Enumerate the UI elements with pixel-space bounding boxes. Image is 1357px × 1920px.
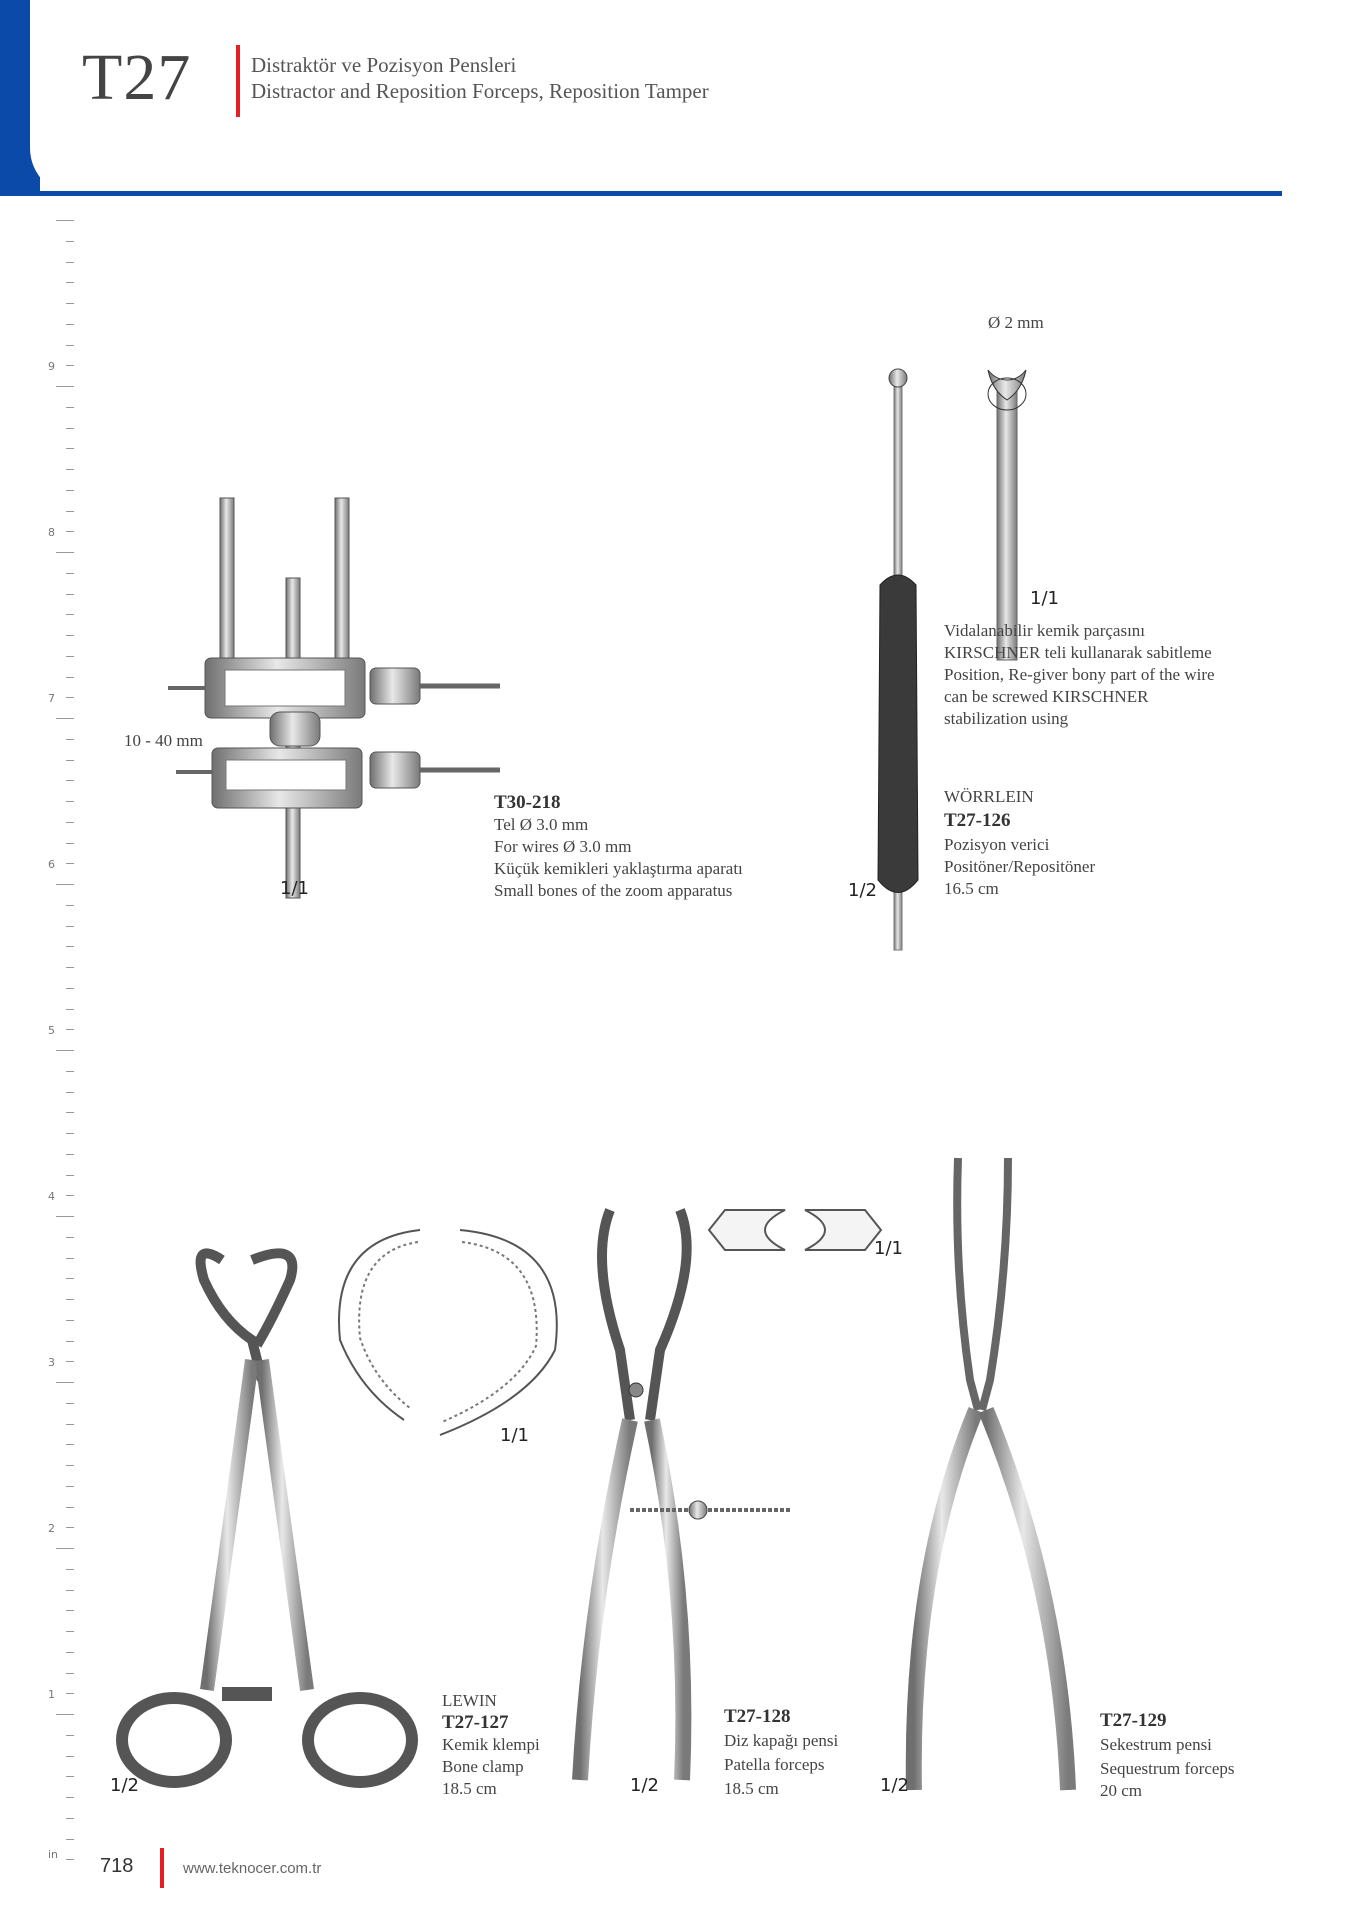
ruler-tick <box>66 1839 74 1840</box>
ruler-tick <box>66 1009 74 1010</box>
ruler-tick <box>66 988 74 989</box>
ruler-tick <box>66 282 74 283</box>
ruler-label: 9 <box>48 360 55 373</box>
ruler-tick <box>66 1693 74 1694</box>
product-line: Küçük kemikleri yaklaştırma aparatı <box>494 859 743 878</box>
product-line: 16.5 cm <box>944 879 999 898</box>
product-line: Small bones of the zoom apparatus <box>494 881 733 900</box>
ruler-tick <box>66 1237 74 1238</box>
ruler-tick <box>66 697 74 698</box>
ruler-label: 5 <box>48 1024 55 1037</box>
ruler-tick <box>66 573 74 574</box>
product-maker: WÖRRLEIN <box>944 787 1034 806</box>
patella-forceps-scale: 1/2 <box>630 1775 659 1796</box>
ruler-tick <box>66 1486 74 1487</box>
patella-forceps-jaw-detail <box>705 1200 885 1260</box>
ruler-tick <box>66 1175 74 1176</box>
ruler-tick <box>66 822 74 823</box>
product-line: For wires Ø 3.0 mm <box>494 837 632 856</box>
ruler-tick <box>66 1092 74 1093</box>
ruler-tick <box>56 1382 74 1383</box>
ruler-tick <box>66 926 74 927</box>
ruler-tick <box>66 448 74 449</box>
ruler-tick <box>66 1112 74 1113</box>
ruler-tick <box>66 1403 74 1404</box>
ruler-tick <box>66 677 74 678</box>
ruler-tick <box>66 1735 74 1736</box>
ruler-tick <box>66 1195 74 1196</box>
positioner-scale: 1/2 <box>848 880 877 901</box>
ruler-tick <box>66 262 74 263</box>
ruler-tick <box>66 967 74 968</box>
product-line: Kemik klempi <box>442 1735 540 1754</box>
ruler-tick <box>66 1444 74 1445</box>
ruler-tick <box>66 1673 74 1674</box>
header-red-divider <box>236 45 240 117</box>
ruler-tick <box>66 241 74 242</box>
ruler-label: 8 <box>48 526 55 539</box>
section-title-en: Distractor and Reposition Forceps, Reposition Tamper <box>251 79 709 103</box>
ruler-tick <box>66 635 74 636</box>
ruler-tick <box>66 1258 74 1259</box>
ruler-label: 4 <box>48 1190 55 1203</box>
ruler-tick <box>56 220 74 221</box>
product-description-line: KIRSCHNER teli kullanarak sabitleme <box>944 643 1212 662</box>
distractor-dimension: 10 - 40 mm <box>124 731 203 750</box>
sequestrum-forceps-illustration <box>890 1150 1090 1800</box>
ruler-tick <box>66 407 74 408</box>
ruler-tick <box>66 1507 74 1508</box>
product-line: 20 cm <box>1100 1781 1143 1800</box>
ruler-tick <box>56 1216 74 1217</box>
ruler-tick <box>56 386 74 387</box>
product-description-line: Vidalanabilir kemik parçasını <box>944 621 1146 640</box>
ruler-tick <box>66 1465 74 1466</box>
ruler-tick <box>66 1569 74 1570</box>
patella-forceps-detail-scale: 1/1 <box>874 1238 903 1259</box>
ruler-tick <box>66 1590 74 1591</box>
ruler-tick <box>66 614 74 615</box>
product-line: Sequestrum forceps <box>1100 1759 1235 1778</box>
ruler-tick <box>66 511 74 512</box>
ruler-tick <box>66 324 74 325</box>
ruler-tick <box>66 428 74 429</box>
product-line: 18.5 cm <box>442 1779 497 1798</box>
product-line: Bone clamp <box>442 1757 524 1776</box>
ruler-label: 3 <box>48 1356 55 1369</box>
ruler-tick <box>66 1361 74 1362</box>
ruler-tick <box>66 1859 74 1860</box>
ruler-tick <box>56 718 74 719</box>
ruler-tick <box>66 843 74 844</box>
bone-clamp-detail-scale: 1/1 <box>500 1425 529 1446</box>
ruler-tick <box>66 905 74 906</box>
product-code-t27-129: T27-129 <box>1100 1710 1167 1731</box>
product-line: Diz kapağı pensi <box>724 1731 839 1750</box>
distractor-scale: 1/1 <box>280 878 309 899</box>
ruler-tick <box>66 760 74 761</box>
ruler-tick <box>66 801 74 802</box>
ruler-tick <box>66 1154 74 1155</box>
bone-clamp-jaw-detail <box>330 1220 570 1450</box>
ruler-tick <box>56 884 74 885</box>
website-link[interactable]: www.teknocer.com.tr <box>183 1860 322 1877</box>
ruler-label: 1 <box>48 1688 55 1701</box>
product-maker: LEWIN <box>442 1691 497 1710</box>
header-rule <box>30 191 1282 196</box>
product-code-t30-218: T30-218 <box>494 792 561 813</box>
ruler-tick <box>56 1714 74 1715</box>
product-description-line: stabilization using <box>944 709 1069 728</box>
ruler-tick <box>66 1610 74 1611</box>
product-line: Positöner/Repositöner <box>944 857 1096 876</box>
ruler-tick <box>66 1278 74 1279</box>
ruler-tick <box>66 1071 74 1072</box>
ruler-tick <box>66 1424 74 1425</box>
product-line: Sekestrum pensi <box>1100 1735 1212 1754</box>
product-line: 18.5 cm <box>724 1779 779 1798</box>
ruler-tick <box>66 345 74 346</box>
ruler-tick <box>66 1797 74 1798</box>
ruler-label: 2 <box>48 1522 55 1535</box>
page-number: 718 <box>100 1855 134 1877</box>
ruler-tick <box>56 552 74 553</box>
bone-clamp-scale: 1/2 <box>110 1775 139 1796</box>
product-line: Patella forceps <box>724 1755 825 1774</box>
ruler-label: 6 <box>48 858 55 871</box>
ruler-tick <box>66 863 74 864</box>
ruler-tick <box>66 1029 74 1030</box>
product-code-t27-126: T27-126 <box>944 810 1011 831</box>
ruler-tick <box>66 1631 74 1632</box>
ruler-tick <box>66 1320 74 1321</box>
ruler-tick <box>66 490 74 491</box>
header-curve <box>30 0 90 196</box>
ruler-tick <box>66 1818 74 1819</box>
ruler-tick <box>66 1341 74 1342</box>
ruler-tick <box>66 303 74 304</box>
sequestrum-forceps-scale: 1/2 <box>880 1775 909 1796</box>
ruler-tick <box>66 469 74 470</box>
ruler-tick <box>66 531 74 532</box>
section-title-tr: Distraktör ve Pozisyon Pensleri <box>251 53 517 77</box>
ruler-tick <box>66 1756 74 1757</box>
ruler-tick <box>66 1299 74 1300</box>
positioner-detail-scale: 1/1 <box>1030 588 1059 609</box>
product-description-line: can be screwed KIRSCHNER <box>944 687 1149 706</box>
ruler-tick <box>66 780 74 781</box>
product-line: Pozisyon verici <box>944 835 1050 854</box>
footer-red-divider <box>160 1848 164 1888</box>
ruler-tick <box>66 1776 74 1777</box>
ruler-label: in <box>48 1848 59 1861</box>
distractor-illustration <box>160 490 510 910</box>
ruler-tick <box>56 1050 74 1051</box>
product-line: Tel Ø 3.0 mm <box>494 815 589 834</box>
positioner-diameter: Ø 2 mm <box>988 313 1044 332</box>
section-code: T27 <box>82 41 192 114</box>
product-description-line: Position, Re-giver bony part of the wire <box>944 665 1215 684</box>
ruler-tick <box>66 1527 74 1528</box>
ruler-tick <box>66 1652 74 1653</box>
product-code-t27-128: T27-128 <box>724 1706 791 1727</box>
ruler-tick <box>56 1548 74 1549</box>
ruler-tick <box>66 739 74 740</box>
ruler-tick <box>66 365 74 366</box>
ruler-tick <box>66 656 74 657</box>
ruler-tick <box>66 1133 74 1134</box>
ruler-tick <box>66 594 74 595</box>
ruler-tick <box>66 946 74 947</box>
product-code-t27-127: T27-127 <box>442 1712 509 1733</box>
ruler-label: 7 <box>48 692 55 705</box>
inch-ruler <box>48 220 74 1861</box>
